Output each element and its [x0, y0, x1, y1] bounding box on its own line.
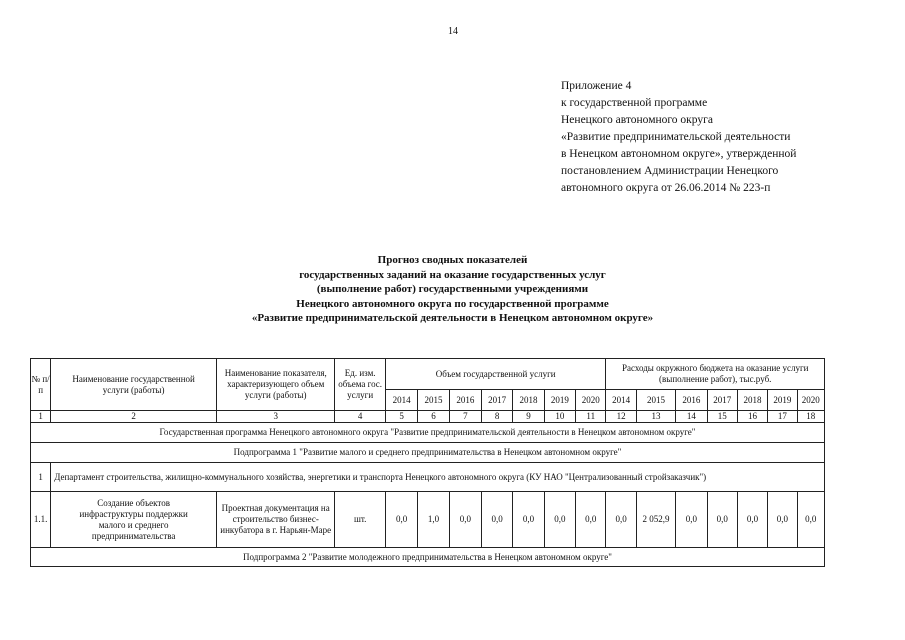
- header-year: 2018: [513, 390, 544, 411]
- indicators-table: [30, 358, 825, 567]
- title-line: Ненецкого автономного округа по государственной программе: [296, 297, 609, 310]
- column-number: 17: [768, 411, 797, 423]
- row-num: 1.1.: [31, 492, 51, 548]
- budget-value: 0,0: [606, 492, 636, 548]
- column-number: 4: [335, 411, 386, 423]
- header-year: 2015: [418, 390, 449, 411]
- budget-value: 0,0: [768, 492, 797, 548]
- department-row: Департамент строительства, жилищно-коммунального хозяйства, энергетики и транспорта Ненецкого автономного округа (КУ НАО "Централизованный стройзаказчик"): [51, 463, 825, 492]
- header-year: 2015: [636, 390, 675, 411]
- budget-value: 2 052,9: [636, 492, 675, 548]
- column-number: 11: [576, 411, 606, 423]
- header-year: 2016: [449, 390, 481, 411]
- appendix-line: автономного округа от 26.06.2014 № 223-п: [561, 182, 771, 194]
- budget-value: 0,0: [707, 492, 737, 548]
- appendix-line: Ненецкого автономного округа: [561, 114, 713, 126]
- column-number: 8: [482, 411, 513, 423]
- header-year: 2020: [797, 390, 824, 411]
- column-number: 13: [636, 411, 675, 423]
- volume-value: 1,0: [418, 492, 449, 548]
- column-number: 3: [217, 411, 335, 423]
- column-number: 18: [797, 411, 824, 423]
- row-indicator: Проектная документация на строительство бизнес-инкубатора в г. Нарьян-Маре: [217, 492, 335, 548]
- column-number: 14: [676, 411, 707, 423]
- title-line: Прогноз сводных показателей: [377, 254, 528, 266]
- header-unit: Ед. изм. объема гос. услуги: [335, 359, 386, 411]
- volume-value: 0,0: [513, 492, 544, 548]
- column-number: 12: [606, 411, 636, 423]
- header-year: 2018: [737, 390, 767, 411]
- program-row: Государственная программа Ненецкого автономного округа "Развитие предпринимательской деятельности в Ненецком автономном округе": [31, 423, 825, 443]
- title-line: государственных заданий на оказание государственных услуг: [299, 268, 606, 281]
- column-number: 10: [544, 411, 575, 423]
- subprogram-2-row: Подпрограмма 2 "Развитие молодежного предпринимательства в Ненецком автономном округе": [31, 548, 825, 567]
- row-service: Создание объектов инфраструктуры поддержки малого и среднего предпринимательства: [51, 492, 217, 548]
- header-num: № п/п: [31, 359, 51, 411]
- appendix-note: [561, 78, 796, 197]
- title-line: (выполнение работ) государственными учреждениями: [316, 283, 589, 295]
- header-year: 2014: [385, 390, 417, 411]
- volume-value: 0,0: [576, 492, 606, 548]
- volume-value: 0,0: [449, 492, 481, 548]
- header-year: 2017: [482, 390, 513, 411]
- column-number: 5: [385, 411, 417, 423]
- header-budget-group: Расходы окружного бюджета на оказание услуги (выполнение работ), тыс.руб.: [606, 359, 825, 390]
- column-number: 7: [449, 411, 481, 423]
- column-number: 9: [513, 411, 544, 423]
- budget-value: 0,0: [676, 492, 707, 548]
- volume-value: 0,0: [385, 492, 417, 548]
- column-number: 6: [418, 411, 449, 423]
- appendix-line: «Развитие предпринимательской деятельности: [561, 131, 791, 143]
- document-title: [0, 253, 905, 326]
- header-year: 2019: [544, 390, 575, 411]
- header-year: 2020: [576, 390, 606, 411]
- page-number: 14: [448, 26, 458, 37]
- header-year: 2019: [768, 390, 797, 411]
- budget-value: 0,0: [737, 492, 767, 548]
- department-num: 1: [31, 463, 51, 492]
- column-number: 1: [31, 411, 51, 423]
- header-year: 2016: [676, 390, 707, 411]
- header-service: Наименование государственной услуги (работы): [51, 359, 217, 411]
- column-number: 2: [51, 411, 217, 423]
- budget-value: 0,0: [797, 492, 824, 548]
- appendix-line: Приложение 4: [561, 80, 632, 92]
- appendix-line: постановлением Администрации Ненецкого: [561, 165, 779, 177]
- appendix-line: к государственной программе: [561, 97, 708, 109]
- volume-value: 0,0: [544, 492, 575, 548]
- header-indicator: Наименование показателя, характеризующего объем услуги (работы): [217, 359, 335, 411]
- appendix-line: в Ненецком автономном округе», утвержденной: [561, 148, 797, 160]
- row-unit: шт.: [335, 492, 386, 548]
- column-number: 16: [737, 411, 767, 423]
- volume-value: 0,0: [482, 492, 513, 548]
- column-number: 15: [707, 411, 737, 423]
- title-line: «Развитие предпринимательской деятельности в Ненецком автономном округе»: [251, 312, 654, 324]
- header-volume-group: Объем государственной услуги: [385, 359, 606, 390]
- subprogram-1-row: Подпрограмма 1 "Развитие малого и среднего предпринимательства в Ненецком автономном округе": [31, 443, 825, 463]
- header-year: 2017: [707, 390, 737, 411]
- header-year: 2014: [606, 390, 636, 411]
